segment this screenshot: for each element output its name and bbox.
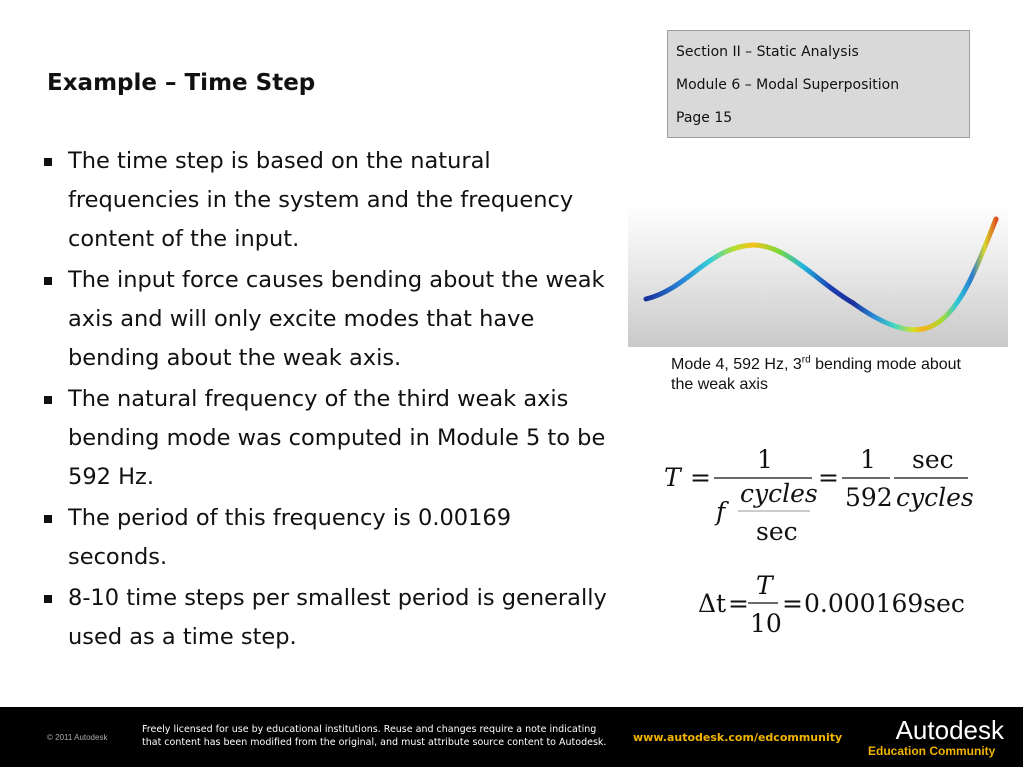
license-line: that content has been modified from the original, and must attribute source content to Autodesk.: [142, 737, 607, 748]
formula-f: f: [716, 497, 726, 526]
period-formula: [650, 440, 990, 550]
formula-unit-numerator: sec: [912, 445, 954, 474]
formula-result: 0.000169sec: [804, 589, 965, 618]
bullet-item: [42, 380, 612, 497]
bullet-list: [42, 142, 612, 659]
formula-step-denominator: 10: [750, 609, 782, 638]
bullet-text: The natural frequency of the third weak axis bending mode was computed in Module 5 to be 592 Hz.: [68, 386, 606, 490]
caption-superscript: rd: [801, 354, 811, 366]
bullet-item: [42, 142, 612, 259]
module-label: Module 6 – Modal Superposition: [676, 77, 900, 93]
mode-shape-image: [628, 203, 1008, 347]
bullet-text: The time step is based on the natural frequencies in the system and the frequency content of the input.: [68, 148, 574, 252]
bullet-text: 8-10 time steps per smallest period is generally used as a time step.: [68, 585, 607, 650]
footer-bar: [0, 707, 1023, 767]
bullet-text: The period of this frequency is 0.00169 seconds.: [68, 505, 512, 570]
page-label: Page 15: [676, 110, 733, 126]
formula-denominator-2: 592: [845, 483, 893, 512]
formula-step-numerator: T: [756, 571, 773, 600]
square-bullet-icon: [44, 158, 52, 166]
brand-name: Autodesk: [895, 715, 1004, 745]
formula-cycles: cycles: [740, 479, 818, 508]
mode-shape-figure: [628, 203, 1008, 347]
autodesk-logo: [868, 716, 1004, 758]
figure-caption: [671, 355, 971, 395]
square-bullet-icon: [44, 515, 52, 523]
caption-text-end: bending mode about the weak axis: [671, 356, 961, 393]
formula-sec: sec: [756, 517, 798, 546]
slide-title: Example – Time Step: [47, 70, 316, 96]
square-bullet-icon: [44, 277, 52, 285]
timestep-formula: [690, 570, 970, 640]
caption-text: Mode 4, 592 Hz, 3: [671, 356, 802, 373]
formula-lhs: T: [664, 463, 681, 492]
formula-numerator: 1: [757, 445, 773, 474]
license-text: [142, 723, 622, 749]
edcommunity-link[interactable]: www.autodesk.com/edcommunity: [633, 731, 843, 744]
bullet-item: [42, 499, 612, 577]
formula-equals-4: =: [782, 589, 803, 618]
copyright-text: © 2011 Autodesk: [47, 733, 108, 742]
formula-equals: =: [690, 463, 711, 492]
square-bullet-icon: [44, 396, 52, 404]
formula-equals-3: =: [728, 589, 749, 618]
bullet-item: [42, 579, 612, 657]
formula-unit-denominator: cycles: [896, 483, 974, 512]
formula-numerator-2: 1: [860, 445, 876, 474]
brand-subtitle: Education Community: [868, 744, 996, 758]
bullet-item: [42, 261, 612, 378]
formula-delta-t: Δt: [698, 589, 727, 618]
formula-equals-2: =: [818, 463, 839, 492]
bullet-text: The input force causes bending about the weak axis and will only excite modes that have bending about the weak axis.: [68, 267, 605, 371]
license-line: Freely licensed for use by educational institutions. Reuse and changes require a note indicating: [142, 724, 597, 735]
section-info-box: [667, 30, 970, 138]
square-bullet-icon: [44, 595, 52, 603]
section-label: Section II – Static Analysis: [676, 44, 859, 60]
